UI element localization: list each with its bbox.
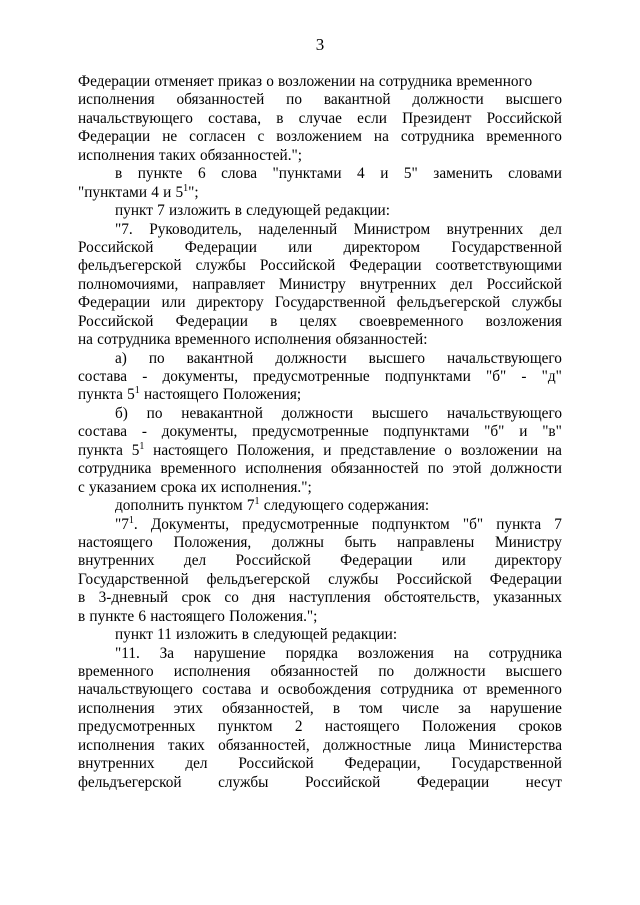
word: должности (412, 91, 484, 109)
word: указанием (88, 478, 157, 496)
word: в (234, 202, 242, 220)
word: Документы, (150, 515, 230, 533)
word: настоящего (143, 386, 219, 404)
word: службы (195, 257, 246, 275)
word: Государственной (451, 238, 562, 256)
word: со (224, 589, 239, 607)
word: направлены (397, 533, 475, 551)
text-line (78, 276, 562, 294)
word: редакции: (332, 626, 398, 644)
word: содержания: (347, 497, 430, 515)
word: или (288, 238, 313, 256)
text-line (78, 110, 562, 128)
word: обязанностей, (222, 699, 314, 717)
word: высшего (368, 349, 426, 367)
word: 7 (157, 202, 165, 220)
text-line (78, 700, 562, 718)
text-line (115, 202, 562, 220)
word: с (257, 128, 265, 146)
word: а) (115, 349, 127, 367)
word: наступления (288, 589, 371, 607)
text-line (115, 405, 562, 423)
word: должны (271, 533, 324, 551)
word: состава (202, 681, 252, 699)
word: предусмотренные (252, 423, 369, 441)
word: Российской (235, 552, 311, 570)
word: сроков (518, 718, 562, 736)
word: исполнения (78, 91, 155, 109)
word: исполнения (78, 699, 155, 717)
word: словами (508, 165, 562, 183)
word: внутренних (446, 220, 524, 238)
word: обязанностей: (335, 331, 428, 349)
word: пункт (115, 626, 153, 644)
word: должности (414, 663, 486, 680)
word: в (115, 165, 123, 183)
text-line (115, 350, 562, 368)
word: пунктом (217, 718, 273, 736)
word: подпунктами (384, 368, 471, 385)
text-line (78, 257, 562, 275)
word: Российской (78, 238, 154, 256)
word: состава (78, 423, 128, 441)
word: документы, (162, 368, 239, 385)
word: документы, (161, 423, 238, 441)
text-line (78, 91, 562, 109)
text-line (78, 331, 562, 349)
word: исполнения (78, 736, 155, 754)
word: срока (160, 478, 197, 496)
word: сотрудника (97, 331, 171, 349)
word: Федерации (416, 773, 490, 791)
text-line (78, 73, 562, 91)
word: обязанностей (176, 91, 265, 109)
word: 5" (403, 165, 418, 183)
word: службы (511, 294, 562, 312)
word: обстоятельств, (384, 589, 480, 607)
word: нарушение (490, 699, 562, 717)
word: на (373, 128, 389, 146)
word: сотрудника (380, 681, 454, 699)
word: высшего (371, 404, 429, 422)
word: дел (183, 552, 207, 570)
text-line (78, 571, 562, 589)
word: настоящего (153, 441, 228, 459)
text-line (78, 386, 562, 404)
text-line (78, 774, 562, 792)
word: этой (452, 460, 482, 478)
word: Федерации (489, 570, 562, 588)
word: за (458, 699, 471, 717)
word: представление (340, 441, 436, 459)
word: пунктом (187, 497, 243, 515)
word: своевременного (359, 312, 464, 330)
word: предусмотренных (78, 718, 196, 736)
word: должности (275, 349, 347, 367)
word: службы (218, 773, 269, 791)
word: фельдъегерской (206, 570, 311, 588)
word: вакантной (186, 349, 254, 367)
word: и (323, 441, 332, 459)
word: внутренних (359, 275, 437, 293)
word: Министру (278, 275, 346, 293)
word: предусмотренные (253, 368, 370, 385)
word: или (441, 552, 466, 570)
word: Положения."; (229, 607, 318, 625)
word: Положения, (173, 533, 252, 551)
word: изложить (168, 202, 231, 220)
word: обязанностей (330, 460, 419, 478)
document-body (78, 73, 562, 792)
word: 7 (554, 515, 562, 533)
word: исполнения."; (220, 478, 312, 496)
word: $5^1$ (127, 385, 140, 404)
word: пункта (78, 441, 123, 459)
word: возложением (276, 128, 362, 146)
word: 6 (138, 607, 146, 625)
word: Руководитель, (149, 220, 242, 238)
word: не (162, 128, 178, 146)
word: "б" (485, 368, 507, 385)
text-line (78, 755, 562, 773)
word: Государственной (451, 755, 562, 773)
word: на (78, 331, 93, 349)
word: службы (328, 570, 379, 588)
word: $5^1$"; (175, 182, 199, 201)
word: должности (281, 404, 354, 422)
text-line (78, 718, 562, 736)
word: Российской (238, 755, 314, 773)
word: пункте (89, 607, 135, 625)
text-line (78, 534, 562, 552)
word: дополнить (115, 497, 184, 515)
word: быть (344, 533, 377, 551)
word: возложении (278, 73, 356, 90)
word: высшего (505, 91, 562, 109)
text-line (78, 239, 562, 257)
word: нарушение (193, 644, 266, 662)
text-line (78, 128, 562, 146)
word: директору (196, 294, 264, 312)
word: отменяет (154, 73, 214, 90)
text-line (78, 368, 562, 386)
word: этих (173, 699, 203, 717)
word: от (462, 681, 478, 699)
word: несут (525, 773, 562, 791)
word: подпунктами (383, 423, 470, 441)
word: сотрудника (488, 644, 562, 662)
word: в (276, 109, 284, 127)
word: исполнения (173, 663, 251, 680)
word: целях (299, 312, 337, 330)
word: заменить (433, 165, 493, 183)
word: дел (450, 275, 473, 293)
word: начальствующего (447, 404, 562, 422)
word: их (200, 478, 217, 496)
word: в (78, 589, 86, 607)
word: соответствующими (435, 257, 562, 275)
text-line (78, 479, 562, 497)
word: возложения (357, 644, 434, 662)
word: "пунктами (78, 183, 148, 201)
word: временного (160, 460, 237, 478)
word: Положения (422, 718, 496, 736)
word: освобождения (277, 681, 372, 699)
word: невакантной (181, 404, 263, 422)
word: - (521, 368, 527, 385)
word: согласен (189, 128, 246, 146)
word: исполнения (245, 460, 322, 478)
word: начальствующего (447, 349, 562, 367)
word: 3-дневный (98, 589, 169, 607)
word: если (357, 109, 387, 127)
word: состава, (208, 109, 262, 127)
word: возложении (460, 441, 539, 459)
word: направляет (192, 275, 265, 293)
page-number: 3 (315, 35, 325, 54)
word: Государственной (78, 570, 189, 588)
word: дня (252, 589, 276, 607)
text-line (115, 221, 562, 239)
word: полномочиями, (78, 275, 179, 293)
word: сотрудника (400, 128, 475, 146)
word: Федерации (78, 73, 151, 90)
word: по (286, 91, 302, 109)
word: дел (539, 220, 562, 238)
word: изложить (176, 626, 238, 644)
word: и (260, 681, 269, 699)
word: обязанностей (270, 663, 359, 680)
word: следующей (246, 202, 321, 220)
text-line (115, 645, 562, 663)
text-line (115, 626, 562, 644)
text-line (78, 423, 562, 441)
word: редакции: (324, 202, 390, 220)
word: Российской (259, 257, 336, 275)
word: Федерации (78, 294, 151, 312)
word: о (266, 73, 274, 90)
word: Министром (353, 220, 431, 238)
word: по (378, 663, 395, 680)
text-line (78, 294, 562, 312)
word: Федерации (175, 312, 248, 330)
word: исполнения (254, 331, 332, 349)
word: временного (78, 663, 154, 680)
word: и (519, 423, 528, 441)
word: "11. (115, 644, 140, 662)
word: Федерации, (344, 755, 421, 773)
word: по (427, 460, 444, 478)
word: настоящего (324, 718, 400, 736)
word: пункта (78, 386, 123, 404)
word: предусмотренные (242, 515, 359, 533)
word: по (148, 349, 165, 367)
word: настоящего (78, 533, 153, 551)
word: в (78, 607, 86, 625)
word: или (161, 294, 186, 312)
word: на (453, 644, 469, 662)
word: $5^1$ (131, 440, 145, 459)
word: указанных (493, 589, 562, 607)
text-line (78, 681, 562, 699)
word: возложения (485, 312, 562, 330)
word: подпунктом (371, 515, 450, 533)
word: Положения; (222, 386, 302, 404)
word: должностные (322, 736, 412, 754)
word: слова (221, 165, 258, 183)
word: 6 (197, 165, 206, 183)
word: порядка (285, 644, 338, 662)
word: 4 (151, 183, 159, 201)
word: директором (343, 238, 421, 256)
word: начальствующего (78, 681, 193, 699)
word: директору (495, 552, 562, 570)
word: случае (298, 109, 342, 127)
word: временного (174, 331, 251, 349)
word: Российской (304, 773, 381, 791)
word: внутренних (78, 552, 155, 570)
word: том (359, 699, 383, 717)
text-line (78, 589, 562, 607)
word: числе (401, 699, 439, 717)
word: фельдъегерской (396, 294, 501, 312)
word: исполнения (78, 146, 155, 164)
text-line (78, 460, 562, 478)
word: временного (456, 73, 533, 90)
word: Президент (402, 109, 472, 127)
word: Министру (495, 533, 562, 551)
word: $7^1$ (246, 496, 260, 515)
word: состава (78, 368, 128, 385)
word: сотрудника (78, 460, 152, 478)
word: таких (167, 736, 205, 754)
text-line (78, 663, 562, 681)
word: 4 (357, 165, 365, 183)
word: Государственной (274, 294, 386, 312)
word: пункта (496, 515, 542, 533)
word: б) (115, 404, 128, 422)
word: Федерации (349, 257, 422, 275)
word: 2 (294, 718, 303, 736)
word: обязанностей."; (199, 146, 303, 164)
word: начальствующего (78, 109, 193, 127)
word: фельдъегерской (78, 773, 182, 791)
word: фельдъегерской (78, 257, 182, 275)
text-line (115, 497, 562, 515)
word: на (546, 441, 562, 459)
word: таких (158, 146, 196, 164)
word: "$7^1$. (115, 514, 138, 533)
word: временного (486, 128, 562, 146)
text-line (115, 516, 562, 534)
text-line (78, 442, 562, 460)
word: 11 (157, 626, 172, 644)
text-line (78, 608, 562, 626)
word: Российской (486, 109, 562, 127)
word: настоящего (150, 607, 225, 625)
text-line (78, 184, 562, 202)
word: Федерации (78, 128, 151, 146)
word: и (380, 165, 389, 183)
text-line (78, 313, 562, 331)
word: - (141, 423, 147, 441)
word: наделенный (258, 220, 338, 238)
word: Федерации (340, 552, 413, 570)
word: обязанностей, (218, 736, 310, 754)
word: Российской (486, 275, 562, 293)
word: За (159, 644, 175, 662)
word: Министерства (468, 736, 562, 754)
word: по (146, 404, 163, 422)
word: "б" (484, 423, 505, 441)
word: приказ (217, 73, 262, 90)
word: "пунктами (272, 165, 342, 183)
word: должности (490, 460, 562, 478)
word: вакантной (323, 91, 391, 109)
word: на (359, 73, 375, 90)
word: Российской (78, 312, 154, 330)
word: Российской (396, 570, 472, 588)
word: о (444, 441, 452, 459)
text-line (115, 165, 562, 183)
text-line (78, 737, 562, 755)
text-line (78, 147, 562, 165)
word: Положения, (236, 441, 315, 459)
word: лица (424, 736, 456, 754)
word: "д" (541, 368, 562, 385)
word: и (163, 183, 172, 201)
word: - (142, 368, 148, 385)
word: "б" (462, 515, 484, 533)
word: дел (185, 755, 208, 773)
word: "7. (115, 220, 133, 238)
word: пункт (115, 202, 153, 220)
text-line (78, 552, 562, 570)
word: в (332, 699, 341, 717)
word: в (270, 312, 278, 330)
word: "в" (542, 423, 562, 441)
word: временного (486, 681, 562, 699)
word: в (241, 626, 250, 644)
word: внутренних (78, 755, 155, 773)
word: сотрудника (378, 73, 453, 90)
word: пункте (137, 165, 183, 183)
word: Федерации (184, 238, 257, 256)
word: высшего (505, 663, 562, 680)
word: следующей (253, 626, 328, 644)
word: срок (181, 589, 211, 607)
word: следующего (263, 497, 344, 515)
word: с (78, 478, 85, 496)
